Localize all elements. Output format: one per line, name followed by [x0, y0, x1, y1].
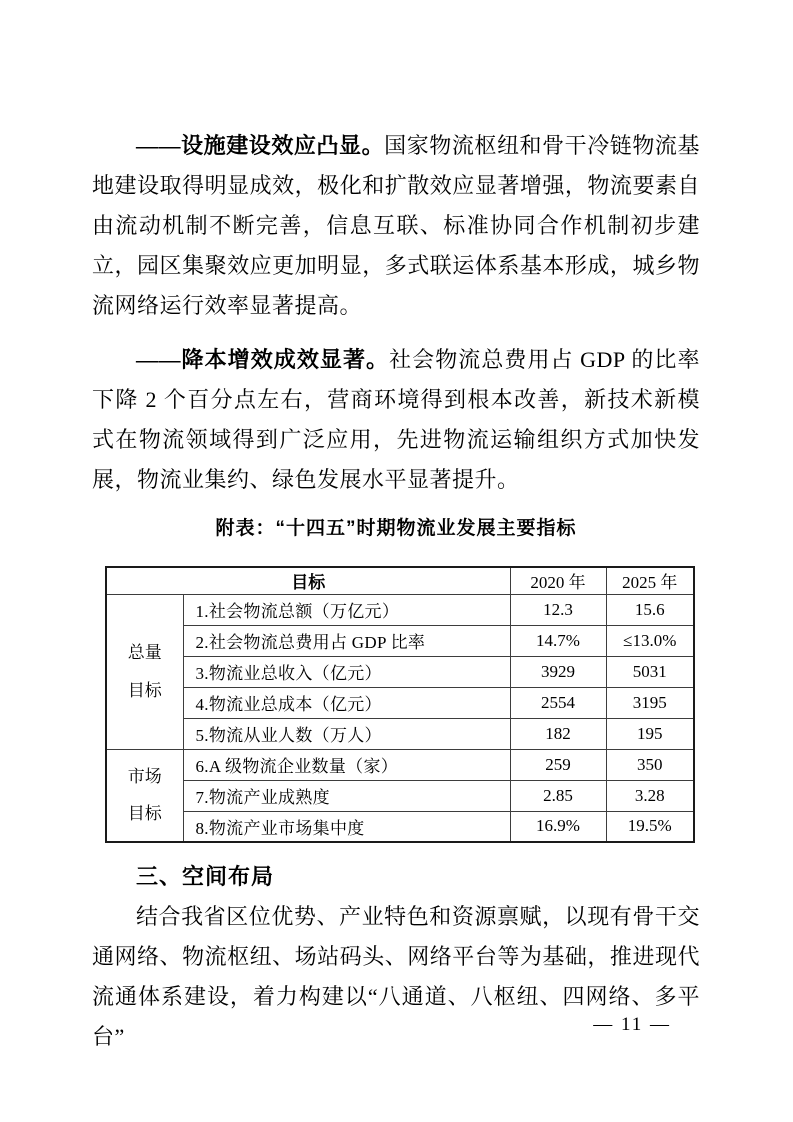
table-row: [106, 656, 694, 687]
cell-indicator: 8.物流产业市场集中度: [183, 811, 510, 842]
cell-indicator: 2.社会物流总费用占 GDP 比率: [183, 625, 510, 656]
cell-2020-value: 182: [510, 718, 606, 749]
table-row: [106, 780, 694, 811]
table-row: [106, 625, 694, 656]
cell-indicator: 6.A 级物流企业数量（家）: [183, 749, 510, 780]
table-row: [106, 687, 694, 718]
cell-indicator: 7.物流产业成熟度: [183, 780, 510, 811]
cell-2025-value: 195: [606, 718, 694, 749]
cell-2020-value: 12.3: [510, 594, 606, 625]
group-label: 市场目标: [127, 766, 162, 824]
group-label: 总量目标: [127, 643, 162, 700]
cell-2025-value: 19.5%: [606, 811, 694, 842]
cell-indicator: 4.物流业总成本（亿元）: [183, 687, 510, 718]
table-header-row: [106, 567, 694, 594]
cell-2020-value: 3929: [510, 656, 606, 687]
cell-indicator: 1.社会物流总额（万亿元）: [183, 594, 510, 625]
header-year-2020: 2020 年: [510, 567, 606, 594]
paragraph-facility-effects: [92, 126, 700, 326]
table-row: [106, 811, 694, 842]
paragraph-lead-bold: ——降本增效成效显著。: [136, 347, 390, 372]
cell-2025-value: 3195: [606, 687, 694, 718]
header-goal: 目标: [106, 567, 510, 594]
cell-2020-value: 16.9%: [510, 811, 606, 842]
paragraph-body-text: 社会物流总费用占 GDP 的比率下降 2 个百分点左右，营商环境得到根本改善，新技术新模式在物流领域得到广泛应用，先进物流运输组织方式加快发展，物流业集约、绿色发展水平显著提升。: [92, 347, 700, 492]
paragraph-cost-reduction: [92, 340, 700, 500]
cell-2020-value: 259: [510, 749, 606, 780]
cell-2020-value: 2.85: [510, 780, 606, 811]
cell-2025-value: 3.28: [606, 780, 694, 811]
header-year-2025: 2025 年: [606, 567, 694, 594]
table-row: [106, 718, 694, 749]
cell-2025-value: 350: [606, 749, 694, 780]
group-cell-market-goals: [106, 749, 183, 842]
cell-indicator: 3.物流业总收入（亿元）: [183, 656, 510, 687]
indicators-table: [105, 566, 695, 843]
page-number: — 11 —: [593, 1014, 671, 1035]
paragraph-body-text: 国家物流枢纽和骨干冷链物流基地建设取得明显成效，极化和扩散效应显著增强，物流要素自由流动机制不断完善，信息互联、标准协同合作机制初步建立，园区集聚效应更加明显，多式联运体系基本形成，城乡物流网络运行效率显著提高。: [92, 133, 700, 318]
cell-2025-value: 5031: [606, 656, 694, 687]
cell-2020-value: 2554: [510, 687, 606, 718]
cell-2020-value: 14.7%: [510, 625, 606, 656]
cell-2025-value: ≤13.0%: [606, 625, 694, 656]
cell-2025-value: 15.6: [606, 594, 694, 625]
paragraph-spatial-layout: 结合我省区位优势、产业特色和资源禀赋，以现有骨干交通网络、物流枢纽、场站码头、网络平台等为基础，推进现代流通体系建设，着力构建以“八通道、八枢纽、四网络、多平台”: [92, 904, 700, 1049]
section-heading-spatial-layout: 三、空间布局: [136, 864, 275, 889]
cell-indicator: 5.物流从业人数（万人）: [183, 718, 510, 749]
table-row: [106, 594, 694, 625]
paragraph-lead-bold: ——设施建设效应凸显。: [136, 133, 385, 158]
table-row: [106, 749, 694, 780]
group-cell-total-goals: [106, 594, 183, 749]
table-caption: 附表：“十四五”时期物流业发展主要指标: [215, 518, 577, 539]
